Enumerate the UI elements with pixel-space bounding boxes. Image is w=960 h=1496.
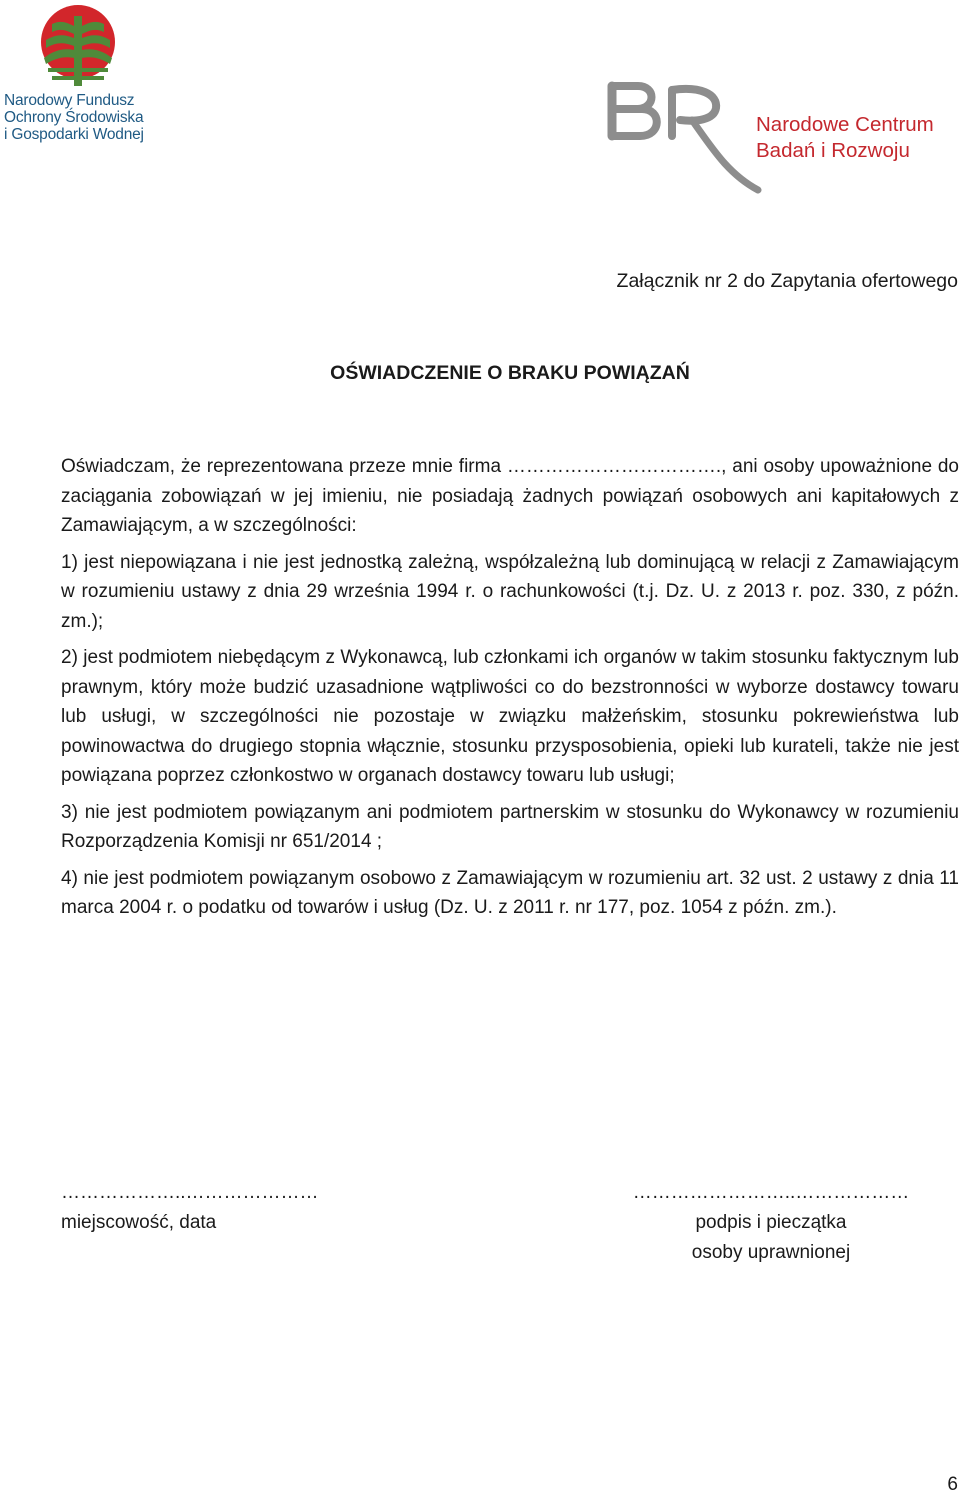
nfos-logo (4, 4, 154, 143)
statement-item: 1) jest niepowiązana i nie jest jednostką zależną, współzależną lub dominującą w relacji z Zamawiającym w rozumieniu ustawy z dnia 29 września 1994 r. o rachunkowości (t.j. Dz. U. z 2013 r. poz. 330, z późn. zm.); (61, 551, 959, 632)
nfos-logo-line: Narodowy Fundusz (4, 92, 135, 109)
nfos-logo-line: i Gospodarki Wodnej (4, 126, 144, 143)
statement-intro: Oświadczam, że reprezentowana przeze mnie firma ……………………………., ani osoby upoważnione do zaciągania zobowiązań w jej imieniu, nie posiadają żadnych powiązań osobowych ani kapitałowych z Zamawiającym, a w szczególności: (61, 456, 959, 536)
authorized-signature (632, 1178, 910, 1268)
statement-body (61, 452, 959, 930)
signature-label: miejscowość, data (61, 1212, 217, 1233)
signature-dots: ………………..………………… (61, 1182, 319, 1203)
ncbr-logo-line: Narodowe Centrum (756, 113, 934, 136)
ncbr-logo-line: Badań i Rozwoju (756, 139, 910, 162)
annex-label: Załącznik nr 2 do Zapytania ofertowego (616, 270, 958, 292)
place-date-signature (61, 1178, 319, 1238)
signature-dots: ……………………..……………… (632, 1182, 910, 1203)
br-monogram-icon (600, 78, 770, 198)
statement-item: 4) nie jest podmiotem powiązanym osobowo z Zamawiającym w rozumieniu art. 32 ust. 2 ustawy z dnia 11 marca 2004 r. o podatku od towarów i usług (Dz. U. z 2011 r. nr 177, poz. 1054 z późn. zm.). (61, 867, 959, 918)
document-title: OŚWIADCZENIE O BRAKU POWIĄZAŃ (330, 362, 690, 384)
signature-label: podpis i pieczątka osoby uprawnionej (691, 1212, 851, 1263)
statement-item: 3) nie jest podmiotem powiązanym ani podmiotem partnerskim w stosunku do Wykonawcy w rozumieniu Rozporządzenia Komisji nr 651/2014 ; (61, 801, 959, 852)
ncbr-logo (600, 78, 940, 198)
nfos-logo-line: Ochrony Środowiska (4, 109, 144, 126)
nfos-tree-logo-icon (38, 4, 118, 88)
page-number: 6 (947, 1474, 958, 1495)
statement-item: 2) jest podmiotem niebędącym z Wykonawcą, lub członkami ich organów w takim stosunku faktycznym lub prawnym, który może budzić uzasadnione wątpliwości co do bezstronności w wyborze dostawcy towaru lub usługi, w szczególności nie pozostaje w związku małżeńskim, stosunku pokrewieństwa lub powinowactwa do drugiego stopnia włącznie, stosunku przysposobienia, opieki lub kurateli, także nie jest powiązana poprzez członkostwo w organach dostawcy towaru lub usługi; (61, 647, 959, 786)
